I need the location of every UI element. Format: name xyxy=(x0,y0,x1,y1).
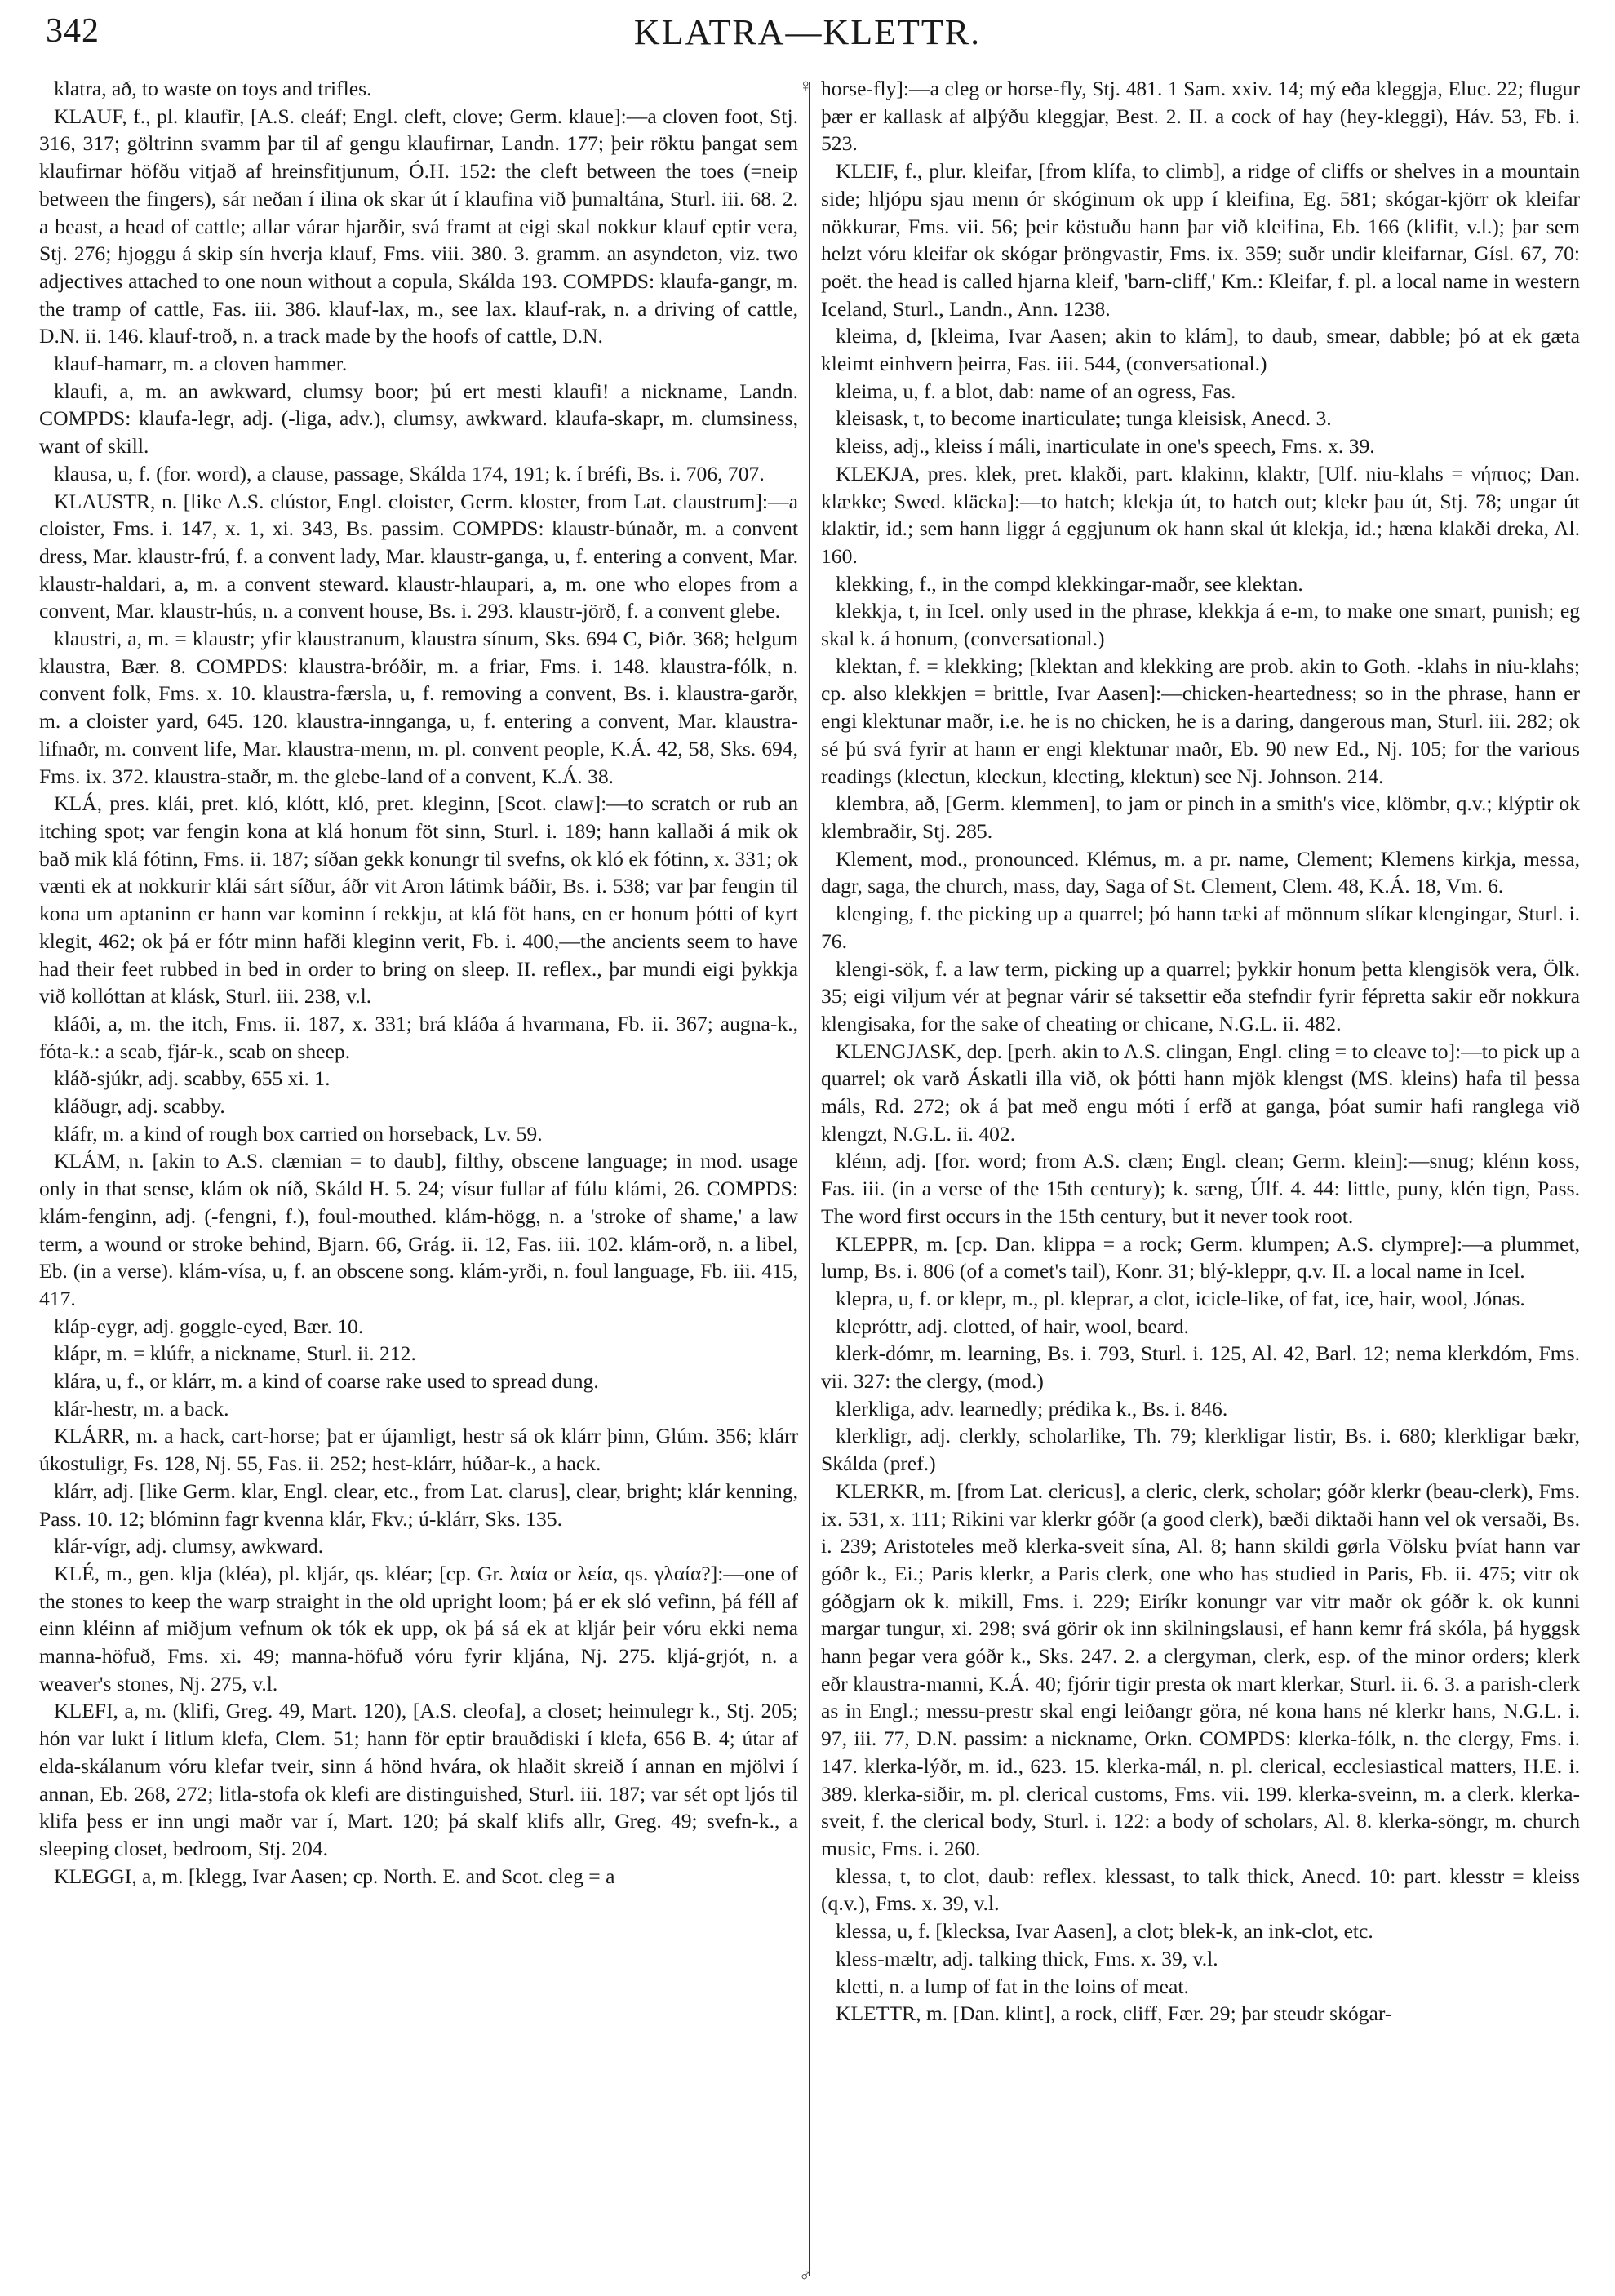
dictionary-entry: kláfr, m. a kind of rough box carried on horseback, Lv. 59. xyxy=(54,1121,543,1146)
dictionary-entry: klár-hestr, m. a back. xyxy=(54,1396,229,1421)
dictionary-entry: klerk-dómr, m. learning, Bs. i. 793, Sturl. i. 125, Al. 42, Barl. 12; nema klerkdóm, Fms. vii. 327: the clergy, (mod.) xyxy=(821,1341,1580,1394)
dictionary-entry: klaustri, a, m. = klaustr; yfir klaustranum, klaustra sínum, Sks. 694 C, Þiðr. 368; helgum klaustra, Bær. 8. COMPDS: klaustra-bróðir, m. a friar, Fms. i. 148. klaustra-fólk, n. convent folk, Fms. x. 10. klaustra-færsla, u, f. removing a convent, Bs. i. klaustra-garðr, m. a cloister yard, 645. 120. klaustra-innganga, u, f. entering a convent, Mar. klaustra-lifnaðr, m. convent life, Mar. klaustra-menn, m. pl. convent people, K.Á. 42, 58, Sks. 694, Fms. ix. 372. klaustra-staðr, m. the glebe-land of a convent, K.Á. 38. xyxy=(39,627,798,788)
dictionary-entry: KLENGJASK, dep. [perh. akin to A.S. clingan, Engl. cling = to cleave to]:—to pick up a quarrel; ok varð Áskatli illa við, ok þótti hann mjök klengst (MS. kleins) hafa til þessa máls, Rd. 272; ok á þat með engu móti í erfð at ganga, þóat sumir hafi ranglega við klengzt, N.G.L. ii. 402. xyxy=(821,1039,1580,1146)
dictionary-entry: klekkja, t, in Icel. only used in the phrase, klekkja á e-m, to make one smart, punish; eg skal k. á honum, (conversational.) xyxy=(821,599,1580,651)
dictionary-entry: KLÉ, m., gen. klja (kléa), pl. kljár, qs. kléar; [cp. Gr. λαία or λεία, qs. γλαία?]:—one of the stones to keep the warp straight in the old upright loom; þá er ek sló vefinn, þá féll af einn kléinn af miðjum vefnum ok tók ek upp, ok þá sá ek at kljár þeir vóru ekki nema manna-höfuð, Fms. xi. 49; manna-höfuð vóru fyrir kljána, Nj. 275. kljá-grjót, n. a weaver's stones, Nj. 275, v.l. xyxy=(39,1561,798,1695)
dictionary-entry: klembra, að, [Germ. klemmen], to jam or pinch in a smith's vice, klömbr, q.v.; klýptir ok klembraðir, Stj. 285. xyxy=(821,791,1580,843)
dictionary-entry: KLEIF, f., plur. kleifar, [from klífa, to climb], a ridge of cliffs or shelves in a mountain side; hljópu sjau menn ór skóginum ok upp í kleifina, Eg. 581; skógar-kjörr ok kleifar nökkurar, Fms. vii. 56; þeir köstuðu hann þar við kleifina, Eb. 166 (klifit, v.l.); þar sem helzt vóru kleifar ok skógar þröngvastir, Fms. ix. 359; suðr undir kleifarnar, Gísl. 67, 70: poët. the head is called hjarna kleif, 'barn-cliff,' Km.: Kleifar, f. pl. a local name in western Iceland, Sturl., Landn., Ann. 1238. xyxy=(821,159,1580,321)
dictionary-entry: klár-vígr, adj. clumsy, awkward. xyxy=(54,1534,324,1558)
dictionary-entry: klárr, adj. [like Germ. klar, Engl. clear, etc., from Lat. clarus], clear, bright; klár kenning, Pass. 10. 12; blóminn fagr kvenna klár, Fkv.; ú-klárr, Sks. 135. xyxy=(39,1478,798,1531)
dictionary-entry: KLÁM, n. [akin to A.S. clæmian = to daub], filthy, obscene language; in mod. usage only in that sense, klám ok níð, Skáld H. 5. 24; vísur fullar af fúlu klámi, 26. COMPDS: klám-fenginn, adj. (-fengni, f.), foul-mouthed. klám-högg, n. a 'stroke of shame,' a law term, a wound or stroke behind, Bjarn. 66, Grág. ii. 12, Fas. iii. 102. klám-orð, n. a libel, Eb. (in a verse). klám-vísa, u, f. an obscene song. klám-yrði, n. foul language, Fb. iii. 415, 417. xyxy=(39,1149,798,1310)
dictionary-entry: klerkligr, adj. clerkly, scholarlike, Th. 79; klerkligar listir, Bs. i. 680; klerkligar bækr, Skálda (pref.) xyxy=(821,1424,1580,1476)
dictionary-entry: Klement, mod., pronounced. Klémus, m. a pr. name, Clement; Klemens kirkja, messa, dagr, saga, the church, mass, day, Saga of St. Clement, Clem. 48, K.Á. 18, Vm. 6. xyxy=(821,846,1580,898)
divider-ornament-top: ♀ xyxy=(799,75,813,95)
dictionary-entry: klepra, u, f. or klepr, m., pl. kleprar, a clot, icicle-like, of fat, ice, hair, wool, Jónas. xyxy=(836,1286,1525,1310)
dictionary-entry: kleima, d, [kleima, Ivar Aasen; akin to klám], to daub, smear, dabble; þó at ek gæta kleimt einhvern þeirra, Fas. iii. 544, (conversational.) xyxy=(821,324,1580,376)
dictionary-entry: KLAUF, f., pl. klaufir, [A.S. cleáf; Engl. cleft, clove; Germ. klaue]:—a cloven foot, Stj. 316, 317; göltrinn svamm þar til af gengu klaufirnar, Landn. 177; þeir röktu þangat sem klaufirnar höfðu vitjað af hreinsfitjunum, Ó.H. 152: the cleft between the toes (=neip between the fingers), sár neðan í ilina ok skar út í klaufina við þumaltána, Sturl. iii. 68. 2. a beast, a head of cattle; allar várar hjarðir, svá framt at eigi skal nokkur klauf eptir vera, Stj. 276; hjoggu á skip sín hverja klauf, Fms. viii. 380. 3. gramm. an asyndeton, viz. two adjectives attached to one noun without a copula, Skálda 193. COMPDS: klaufa-gangr, m. the tramp of cattle, Fas. iii. 386. klauf-lax, m., see lax. klauf-rak, n. a driving of cattle, D.N. ii. 146. klauf-troð, n. a track made by the hoofs of cattle, D.N. xyxy=(39,104,798,348)
dictionary-entry: klausa, u, f. (for. word), a clause, passage, Skálda 174, 191; k. í bréfi, Bs. i. 706, 707. xyxy=(54,461,765,485)
page-header xyxy=(39,11,1576,69)
dictionary-entry: KLEPPR, m. [cp. Dan. klippa = a rock; Germ. klumpen; A.S. clympre]:—a plummet, lump, Bs. i. 806 (of a comet's tail), Konr. 31; blý-kleppr, q.v. II. a local name in Icel. xyxy=(821,1231,1580,1283)
dictionary-entry: KLERKR, m. [from Lat. clericus], a cleric, clerk, scholar; góðr klerkr (beau-clerk), Fms. ix. 531, x. 111; Rikini var klerkr góðr (a good clerk), bæði diktaði hann vel ok versaði, Bs. i. 239; Aristoteles með klerka-sveit sína, Al. 8; hann skildi gørla Völsku þvíat hann var góðr k., Ei.; Paris klerkr, a Paris clerk, one who has studied in Paris, Fb. ii. 475; vitr ok góðgjarn ok k. mikill, Fms. i. 229; Eiríkr konungr var vitr maðr ok góðr k. ok kunni margar tungur, xi. 298; svá görir ok inn skilningslausi, ef hann kemr frá skóla, þá hyggsk hann þegar vera góðr k., Sks. 247. 2. a clergyman, clerk, esp. of the minor orders; klerk eðr klaustra-manni, K.Á. 40; fjórir tigir presta ok mart klerkar, Sturl. ii. 6. 3. a parish-clerk as in Engl.; messu-prestr skal engi leiðangr göra, né kona hans né klerkr hans, N.G.L. i. 97, iii. 77, D.N. passim: a nickname, Orkn. COMPDS: klerka-fólk, n. the clergy, Fms. i. 147. klerka-lýðr, m. id., 623. 15. klerka-mál, n. pl. clerical, ecclesiastical matters, H.E. i. 389. klerka-siðir, m. pl. clerical customs, Fms. vii. 199. klerka-sveinn, m. a clerk. klerka-sveit, f. the clerical body, Sturl. i. 122: a body of scholars, Al. 8. klerka-söngr, m. church music, Fms. i. 260. xyxy=(821,1478,1580,1860)
dictionary-entry: klessa, t, to clot, daub: reflex. klessast, to talk thick, Anecd. 10: part. klesstr = kleiss (q.v.), Fms. x. 39, v.l. xyxy=(821,1864,1580,1916)
dictionary-entry: klessa, u, f. [klecksa, Ivar Aasen], a clot; blek-k, an ink-clot, etc. xyxy=(836,1919,1373,1944)
dictionary-entry: kletti, n. a lump of fat in the loins of meat. xyxy=(836,1974,1189,1998)
dictionary-entry: klektan, f. = klekking; [klektan and klekking are prob. akin to Goth. -klahs in niu-klahs; cp. also klekkjen = brittle, Ivar Aasen]:—chicken-heartedness; so in the phrase, hann er engi klektunar maðr, i.e. he is no chicken, he is a daring, dangerous man, Sturl. iii. 282; ok sé þú svá fyrir at hann er engi klektunar maðr, Eb. 90 new Ed., Nj. 105; for the various readings (klectun, kleckun, klecting, klektun) see Nj. Johnson. 214. xyxy=(821,654,1580,788)
dictionary-entry: kless-mæltr, adj. talking thick, Fms. x. 39, v.l. xyxy=(836,1946,1218,1970)
dictionary-entry: kláðugr, adj. scabby. xyxy=(54,1094,225,1119)
dictionary-entry: KLEGGI, a, m. [klegg, Ivar Aasen; cp. North. E. and Scot. cleg = a xyxy=(54,1864,615,1888)
column-divider xyxy=(809,82,810,2276)
dictionary-entry: kláp-eygr, adj. goggle-eyed, Bær. 10. xyxy=(54,1314,364,1338)
divider-ornament-bottom: ♂ xyxy=(799,2265,813,2285)
dictionary-entry: klekking, f., in the compd klekkingar-maðr, see klektan. xyxy=(836,571,1303,596)
dictionary-entry: klauf-hamarr, m. a cloven hammer. xyxy=(54,352,348,376)
running-head: KLATRA—KLETTR. xyxy=(633,12,982,52)
dictionary-entry: kleisask, t, to become inarticulate; tunga kleisisk, Anecd. 3. xyxy=(836,406,1332,431)
left-column xyxy=(39,75,798,2278)
right-column xyxy=(821,75,1580,2278)
dictionary-entry: KLÁRR, m. a hack, cart-horse; þat er újamligt, hestr sá ok klárr þinn, Glúm. 356; klárr úkostuligr, Fs. 128, Nj. 55, Fas. ii. 252; hest-klárr, húðar-k., a hack. xyxy=(39,1424,798,1476)
dictionary-entry: KLETTR, m. [Dan. klint], a rock, cliff, Fær. 29; þar steudr skógar- xyxy=(836,2001,1392,2026)
dictionary-entry: klénn, adj. [for. word; from A.S. clæn; Engl. clean; Germ. klein]:—snug; klénn koss, Fas. iii. (in a verse of the 15th century); k. sæng, Úlf. 4. 44: little, puny, klén tign, Pass. The word first occurs in the 15th century, but it never took root. xyxy=(821,1149,1580,1228)
dictionary-entry: kláði, a, m. the itch, Fms. ii. 187, x. 331; brá kláða á hvarmana, Fb. ii. 367; augna-k., fóta-k.: a scab, fjár-k., scab on sheep. xyxy=(39,1011,798,1063)
dictionary-entry: kleima, u, f. a blot, dab: name of an ogress, Fas. xyxy=(836,379,1236,403)
dictionary-entry: kláрr, m. = klúfr, a nickname, Sturl. ii. 212. xyxy=(54,1341,416,1366)
dictionary-entry: klaufi, a, m. an awkward, clumsy boor; þú ert mesti klaufi! a nickname, Landn. COMPDS: klaufa-legr, adj. (-liga, adv.), clumsy, awkward. klaufa-skapr, m. clumsiness, want of skill. xyxy=(39,379,798,459)
dictionary-entry: klenging, f. the picking up a quarrel; þó hann tæki af mönnum slíkar klengingar, Sturl. i. 76. xyxy=(821,902,1580,953)
dictionary-entry: klerkliga, adv. learnedly; prédika k., Bs. i. 846. xyxy=(836,1396,1228,1421)
dictionary-entry: KLEFI, a, m. (klifi, Greg. 49, Mart. 120), [A.S. cleofa], a closet; heimulegr k., Stj. 205; hón var lukt í litlum klefa, Clem. 51; hann för eptir brauðdiski í klefa, 656 B. 4; útar af elda-skálanum vóru klefar tveir, sinn á hönd hvára, ok hlaðit skreið í annan en mjölvi í annan, Eb. 268, 272; litla-stofa ok klefi are distinguished, Sturl. iii. 187; var sét opt ljós til klifa þess er inn ungi maðr var í, Mart. 120; þá skalf klifs allr, Greg. 49; svefn-k., a sleeping closet, bedroom, Stj. 204. xyxy=(39,1699,798,1860)
dictionary-entry: KLAUSTR, n. [like A.S. clústor, Engl. cloister, Germ. kloster, from Lat. claustrum]:—a cloister, Fms. i. 147, x. 1, xi. 343, Bs. passim. COMPDS: klaustr-búnaðr, m. a convent dress, Mar. klaustr-frú, f. a convent lady, Mar. klaustr-ganga, u, f. entering a convent, Mar. klaustr-haldari, a, m. a convent steward. klaustr-hlaupari, a, m. one who elopes from a convent, Mar. klaustr-hús, n. a convent house, Bs. i. 293. klaustr-jörð, f. a convent glebe. xyxy=(39,489,798,623)
page-number: 342 xyxy=(46,12,100,50)
dictionary-entry: kláð-sjúkr, adj. scabby, 655 xi. 1. xyxy=(54,1066,331,1091)
dictionary-entry: KLÁ, pres. klái, pret. kló, klótt, kló, pret. kleginn, [Scot. claw]:—to scratch or rub an itching spot; var fengin kona at klá honum föt sinn, Sturl. i. 189; hann kallaði á mik ok bað mik klá fótinn, Fms. ii. 187; síðan gekk konungr til svefns, ok kló ek fótinn, x. 331; ok vænti ek at nokkurir klái sárt síður, áðr vit Aron látimk báðir, Bs. i. 538; var þar fengin til kona um aptaninn er hann var kominn í rekkju, at klá föt hans, en er honum þótti of kyrt klegit, 462; ok þá er fótr minn hafði kleginn verit, Fb. i. 400,—the ancients seem to have had their feet rubbed in bed in order to bring on sleep. II. reflex., þar mundi eigi þykkja við kollóttan at klásk, Sturl. iii. 238, v.l. xyxy=(39,791,798,1008)
dictionary-entry: kleiss, adj., kleiss í máli, inarticulate in one's speech, Fms. x. 39. xyxy=(836,434,1375,459)
dictionary-entry: klengi-sök, f. a law term, picking up a quarrel; þykkir honum þetta klengisök vera, Ölk. 35; eigi viljum vér at þegnar várir sé taksettir eða stefndir fyrir fépretta sakir eðr nokkura klengisaka, for the sake of cheating or chicane, N.G.L. ii. 482. xyxy=(821,956,1580,1035)
dictionary-entry: klára, u, f., or klárr, m. a kind of coarse rake used to spread dung. xyxy=(54,1369,599,1394)
dictionary-entry: klatra, að, to waste on toys and trifles. xyxy=(54,77,372,100)
dictionary-entry: horse-fly]:—a cleg or horse-fly, Stj. 481. 1 Sam. xxiv. 14; mý eða kleggja, Eluc. 22; flugur þær er kallask af alþýðu kleggjar, Best. 2. II. a cock of hay (hey-kleggi), Háv. 53, Fb. i. 523. xyxy=(821,77,1580,156)
dictionary-entry: KLEKJA, pres. klek, pret. klakði, part. klakinn, klaktr, [Ulf. niu-klahs = νήπιος; Dan. klække; Swed. kläcka]:—to hatch; klekja út, to hatch out; klekr þau út, Stj. 78; ungar út klaktir, id.; sem hann liggr á eggjunum ok hann skal út klekja, id.; hæna klakði dreka, Al. 160. xyxy=(821,461,1580,568)
dictionary-entry: klepróttr, adj. clotted, of hair, wool, beard. xyxy=(836,1314,1189,1338)
